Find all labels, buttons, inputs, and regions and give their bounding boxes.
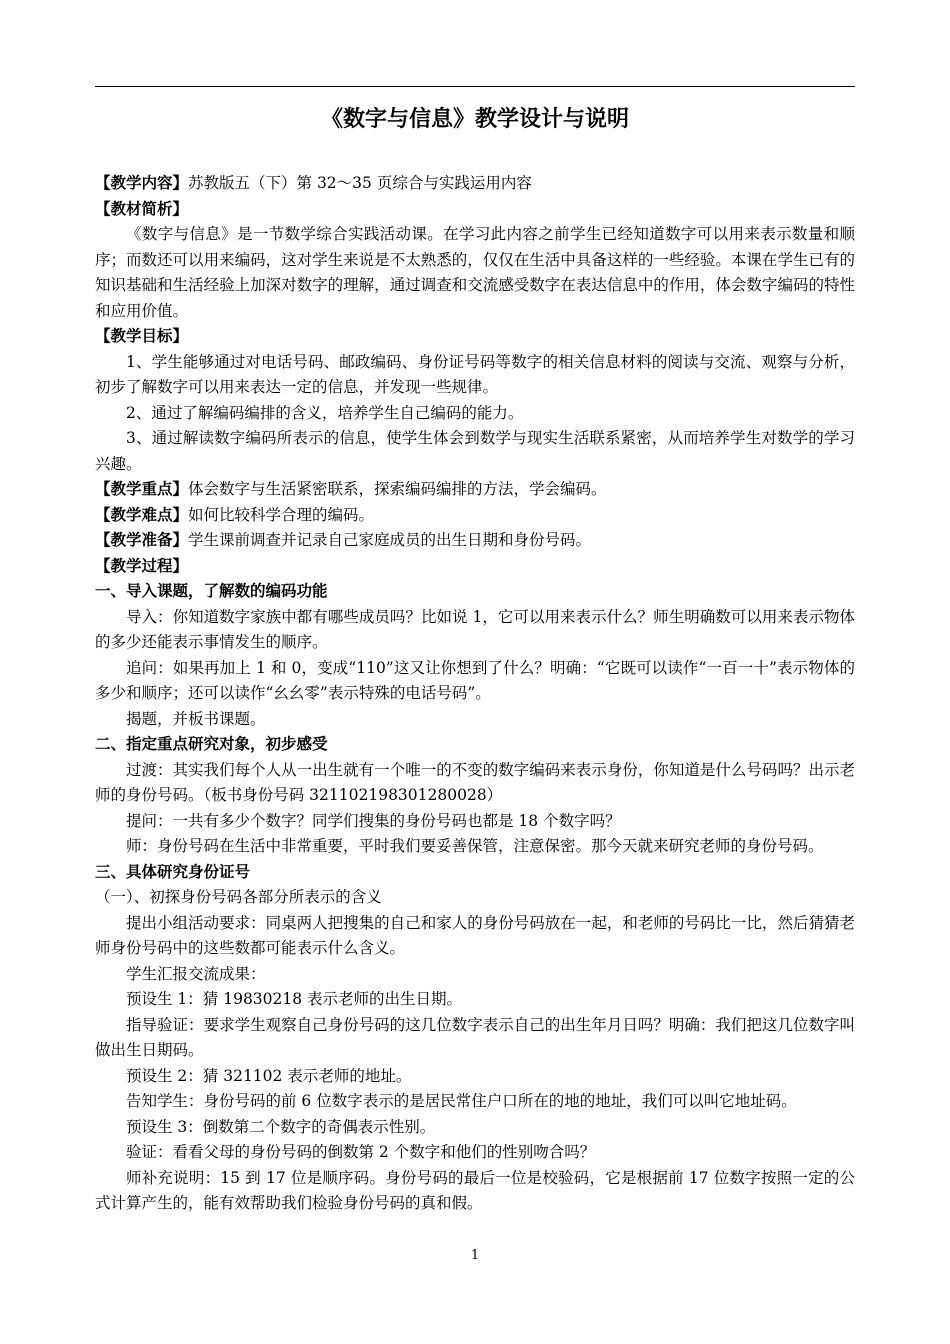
preparation-label: 【教学准备】 [95, 531, 189, 549]
paragraph: 预设生 1：猜 19830218 表示老师的出生日期。 [126, 990, 463, 1008]
preparation-line [95, 528, 855, 554]
teaching-content-line [95, 171, 855, 197]
analysis-text: 《数字与信息》是一节数学综合实践活动课。在学习此内容之前学生已经知道数字可以用来表示数量和顺序；而数还可以用来编码，这对学生来说是不太熟悉的，仅仅在生活中具备这样的一些经验。本课在学生已有的知识基础和生活经验上加深对数字的理解，通过调查和交流感受数字在表达信息中的作用，体会数字编码的特性和应用价值。 [95, 225, 855, 320]
paragraph: 师补充说明：15 到 17 位是顺序码。身份号码的最后一位是校验码，它是根据前 17 位数字按照一定的公式计算产生的，能有效帮助我们检验身份号码的真和假。 [95, 1168, 855, 1212]
section-heading: 三、具体研究身份证号 [95, 862, 251, 881]
paragraph: 追问：如果再加上 1 和 0，变成“110”这又让你想到了什么？明确：“它既可以读作“一百一十”表示物体的多少和顺序；还可以读作“幺幺零”表示特殊的电话号码”。 [95, 658, 855, 702]
section-heading: 一、导入课题，了解数的编码功能 [95, 582, 328, 600]
subsection-heading: （一）、初探身份号码各部分所表示的含义 [95, 888, 382, 906]
paragraph: 预设生 3：倒数第二个数字的奇偶表示性别。 [126, 1117, 436, 1136]
preparation-text: 学生课前调查并记录自己家庭成员的出生日期和身份号码。 [188, 531, 592, 549]
key-point-text: 体会数字与生活紧密联系，探索编码编排的方法，学会编码。 [188, 480, 607, 498]
paragraph: 告知学生：身份号码的前 6 位数字表示的是居民常住户口所在的地的地址，我们可以叫它地址码。 [126, 1092, 797, 1110]
analysis-label: 【教材简析】 [95, 199, 189, 218]
key-point-label: 【教学重点】 [95, 480, 189, 498]
goal-item: 1、学生能够通过对电话号码、邮政编码、身份证号码等数字的相关信息材料的阅读与交流、观察与分析，初步了解数字可以用来表达一定的信息，并发现一些规律。 [95, 352, 855, 396]
teaching-content-text: 苏教版五（下）第 32～35 页综合与实践运用内容 [188, 174, 532, 192]
paragraph: 提问：一共有多少个数字？同学们搜集的身份号码也都是 18 个数字吗？ [126, 811, 621, 830]
goal-item: 2、通过了解编码编排的含义，培养学生自己编码的能力。 [126, 403, 524, 422]
paragraph: 验证：看看父母的身份号码的倒数第 2 个数字和他们的性别吻合吗？ [126, 1143, 596, 1161]
paragraph: 导入：你知道数字家族中都有哪些成员吗？比如说 1，它可以用来表示什么？师生明确数可以用来表示物体的多少还能表示事情发生的顺序。 [95, 607, 855, 651]
teaching-content-label: 【教学内容】 [95, 174, 189, 192]
difficulty-text: 如何比较科学合理的编码。 [188, 505, 375, 524]
paragraph: 提出小组活动要求：同桌两人把搜集的自己和家人的身份号码放在一起，和老师的号码比一比，然后猜猜老师身份号码中的这些数都可能表示什么含义。 [95, 913, 855, 957]
key-point-line [95, 477, 855, 503]
difficulty-line [95, 503, 855, 529]
paragraph: 预设生 2：猜 321102 表示老师的地址。 [126, 1066, 412, 1085]
goals-label: 【教学目标】 [95, 327, 189, 345]
paragraph: 指导验证：要求学生观察自己身份号码的这几位数字表示自己的出生年月日吗？明确：我们把这几位数字叫做出生日期码。 [95, 1015, 855, 1059]
goal-item: 3、通过解读数字编码所表示的信息，使学生体会到数学与现实生活联系紧密，从而培养学生对数学的学习兴趣。 [95, 429, 855, 473]
header-rule [95, 86, 855, 87]
document-body [95, 171, 855, 1217]
process-label: 【教学过程】 [95, 556, 189, 575]
paragraph: 师：身份号码在生活中非常重要，平时我们要妥善保管，注意保密。那今天就来研究老师的身份号码。 [126, 837, 824, 855]
document-title: 《数字与信息》教学设计与说明 [320, 107, 629, 132]
paragraph: 过渡：其实我们每个人从一出生就有一个唯一的不变的数字编码来表示身份，你知道是什么号码吗？出示老师的身份号码。（板书身份号码 321102198301280028） [95, 760, 855, 804]
page-number: 1 [470, 1248, 480, 1263]
difficulty-label: 【教学难点】 [95, 505, 189, 524]
paragraph: 学生汇报交流成果： [126, 964, 266, 983]
paragraph: 揭题，并板书课题。 [126, 709, 266, 728]
section-heading: 二、指定重点研究对象，初步感受 [95, 735, 328, 753]
